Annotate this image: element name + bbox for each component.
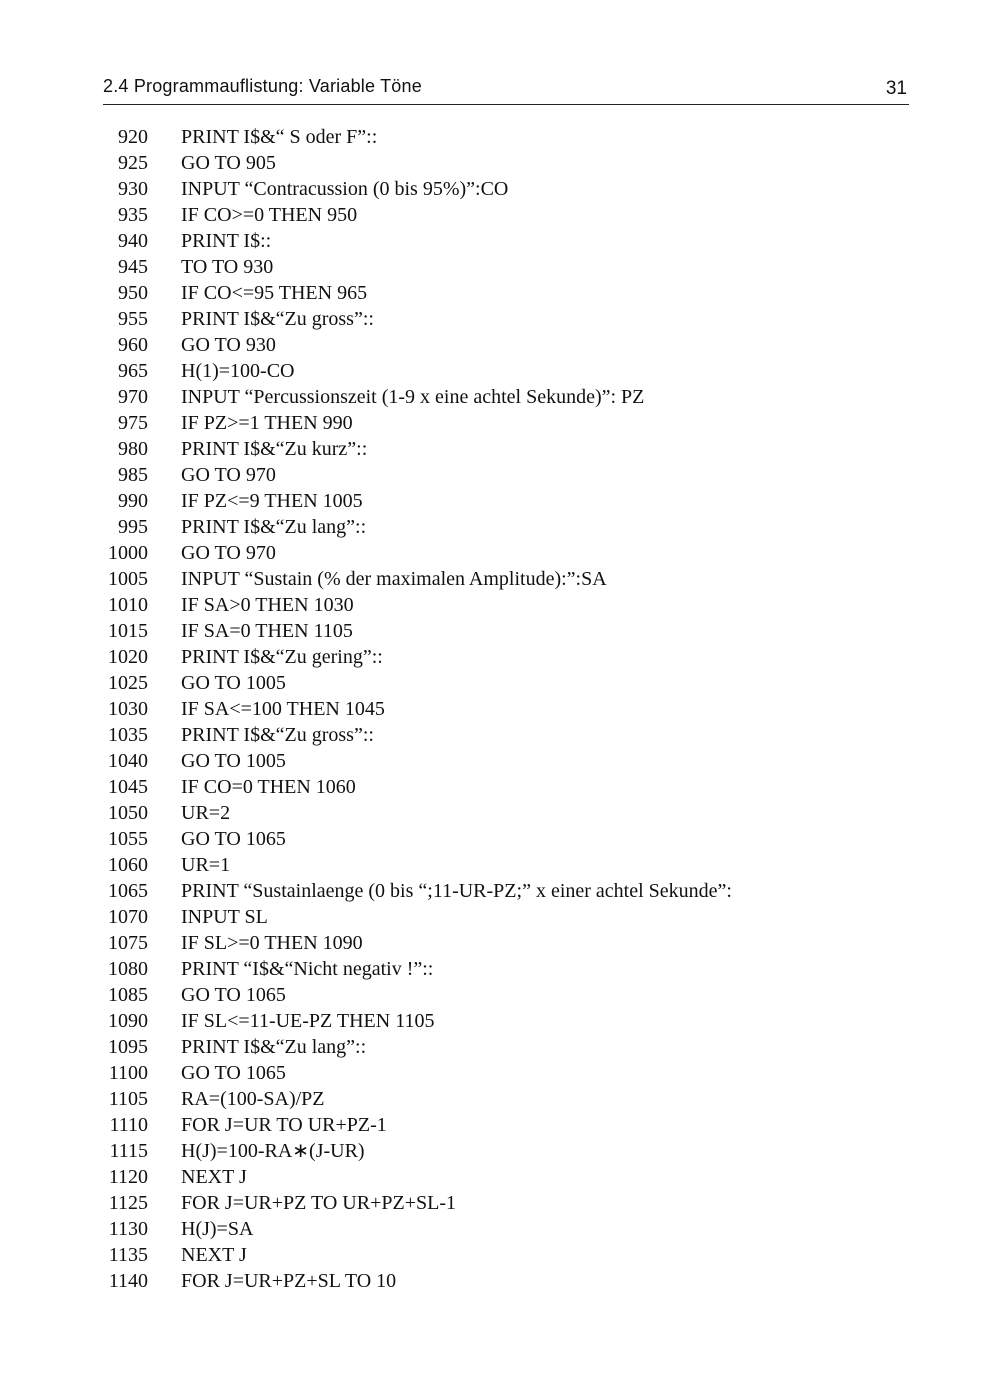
line-number: 930 — [118, 178, 148, 200]
line-number: 1060 — [108, 854, 148, 876]
code-line — [0, 540, 1000, 566]
code-statement: PRINT I$&“Zu lang”:: — [181, 1036, 367, 1058]
code-line — [0, 1268, 1000, 1294]
code-statement: IF PZ>=1 THEN 990 — [181, 412, 353, 434]
line-number: 1020 — [108, 646, 148, 668]
code-statement: IF CO=0 THEN 1060 — [181, 776, 356, 798]
line-number: 1105 — [108, 1088, 148, 1110]
code-statement: IF SA=0 THEN 1105 — [181, 620, 353, 642]
code-line — [0, 254, 1000, 280]
code-line — [0, 722, 1000, 748]
code-statement: PRINT I$&“Zu gross”:: — [181, 724, 374, 746]
code-statement: PRINT I$&“Zu gross”:: — [181, 308, 374, 330]
line-number: 965 — [118, 360, 148, 382]
code-line — [0, 306, 1000, 332]
code-statement: IF CO<=95 THEN 965 — [181, 282, 368, 304]
code-statement: GO TO 970 — [181, 542, 276, 564]
code-statement: FOR J=UR+PZ+SL TO 10 — [181, 1270, 397, 1292]
code-line — [0, 280, 1000, 306]
code-line — [0, 358, 1000, 384]
code-statement: GO TO 1005 — [181, 750, 286, 772]
code-statement: NEXT J — [181, 1244, 247, 1266]
code-line — [0, 1138, 1000, 1164]
line-number: 1085 — [108, 984, 148, 1006]
line-number: 1050 — [108, 802, 148, 824]
code-line — [0, 644, 1000, 670]
code-line — [0, 852, 1000, 878]
code-line — [0, 1216, 1000, 1242]
code-line — [0, 176, 1000, 202]
code-line — [0, 1190, 1000, 1216]
code-statement: INPUT SL — [181, 906, 268, 928]
code-statement: INPUT “Sustain (% der maximalen Amplitude):”:SA — [181, 568, 607, 590]
code-statement: IF SA>0 THEN 1030 — [181, 594, 354, 616]
code-statement: IF PZ<=9 THEN 1005 — [181, 490, 363, 512]
code-line — [0, 228, 1000, 254]
code-line — [0, 1112, 1000, 1138]
code-statement: GO TO 970 — [181, 464, 276, 486]
line-number: 935 — [118, 204, 148, 226]
code-line — [0, 878, 1000, 904]
line-number: 1030 — [108, 698, 148, 720]
running-header — [103, 74, 909, 105]
code-line — [0, 1164, 1000, 1190]
code-statement: PRINT I$&“Zu kurz”:: — [181, 438, 368, 460]
code-line — [0, 748, 1000, 774]
code-line — [0, 592, 1000, 618]
code-line — [0, 930, 1000, 956]
line-number: 940 — [118, 230, 148, 252]
code-line — [0, 462, 1000, 488]
line-number: 960 — [118, 334, 148, 356]
code-statement: H(1)=100-CO — [181, 360, 295, 382]
code-line — [0, 1034, 1000, 1060]
code-statement: IF CO>=0 THEN 950 — [181, 204, 358, 226]
code-statement: UR=2 — [181, 802, 231, 824]
line-number: 980 — [118, 438, 148, 460]
line-number: 1140 — [108, 1270, 148, 1292]
code-line — [0, 150, 1000, 176]
code-line — [0, 566, 1000, 592]
code-statement: PRINT I$&“Zu gering”:: — [181, 646, 383, 668]
code-line — [0, 670, 1000, 696]
code-statement: IF SA<=100 THEN 1045 — [181, 698, 385, 720]
line-number: 1100 — [108, 1062, 148, 1084]
line-number: 1065 — [108, 880, 148, 902]
line-number: 1035 — [108, 724, 148, 746]
section-title: 2.4 Programmauflistung: Variable Töne — [103, 76, 422, 96]
line-number: 1000 — [108, 542, 148, 564]
code-statement: PRINT I$:: — [181, 230, 272, 252]
code-statement: GO TO 905 — [181, 152, 276, 174]
line-number: 1015 — [108, 620, 148, 642]
code-statement: IF SL>=0 THEN 1090 — [181, 932, 363, 954]
line-number: 1095 — [108, 1036, 148, 1058]
line-number: 1120 — [108, 1166, 148, 1188]
code-line — [0, 124, 1000, 150]
code-statement: H(J)=SA — [181, 1218, 254, 1240]
line-number: 970 — [118, 386, 148, 408]
code-line — [0, 982, 1000, 1008]
code-statement: NEXT J — [181, 1166, 247, 1188]
code-line — [0, 1242, 1000, 1268]
code-statement: PRINT “I$&“Nicht negativ !”:: — [181, 958, 434, 980]
line-number: 1135 — [108, 1244, 148, 1266]
code-statement: RA=(100-SA)/PZ — [181, 1088, 325, 1110]
code-line — [0, 410, 1000, 436]
code-line — [0, 202, 1000, 228]
code-line — [0, 1008, 1000, 1034]
code-statement: H(J)=100-RA∗(J-UR) — [181, 1140, 365, 1162]
line-number: 990 — [118, 490, 148, 512]
line-number: 1005 — [108, 568, 148, 590]
page-number: 31 — [885, 78, 907, 99]
line-number: 1090 — [108, 1010, 148, 1032]
code-statement: GO TO 1065 — [181, 1062, 286, 1084]
line-number: 1055 — [108, 828, 148, 850]
line-number: 945 — [118, 256, 148, 278]
code-statement: GO TO 1065 — [181, 984, 286, 1006]
code-statement: INPUT “Contracussion (0 bis 95%)”:CO — [181, 178, 509, 200]
code-line — [0, 436, 1000, 462]
line-number: 1130 — [108, 1218, 148, 1240]
line-number: 995 — [118, 516, 148, 538]
code-statement: IF SL<=11-UE-PZ THEN 1105 — [181, 1010, 435, 1032]
line-number: 975 — [118, 412, 148, 434]
line-number: 950 — [118, 282, 148, 304]
code-statement: INPUT “Percussionszeit (1-9 x eine achtel Sekunde)”: PZ — [181, 386, 645, 408]
code-line — [0, 514, 1000, 540]
line-number: 1040 — [108, 750, 148, 772]
code-statement: GO TO 1005 — [181, 672, 286, 694]
code-statement: FOR J=UR+PZ TO UR+PZ+SL-1 — [181, 1192, 456, 1214]
code-line — [0, 618, 1000, 644]
line-number: 925 — [118, 152, 148, 174]
line-number: 1080 — [108, 958, 148, 980]
code-statement: PRINT “Sustainlaenge (0 bis “;11-UR-PZ;” x einer achtel Sekunde”: — [181, 880, 732, 902]
line-number: 1010 — [108, 594, 148, 616]
code-statement: GO TO 1065 — [181, 828, 286, 850]
line-number: 1125 — [108, 1192, 148, 1214]
code-line — [0, 1086, 1000, 1112]
program-listing — [0, 124, 1000, 1294]
code-line — [0, 904, 1000, 930]
code-line — [0, 332, 1000, 358]
code-line — [0, 800, 1000, 826]
code-statement: FOR J=UR TO UR+PZ-1 — [181, 1114, 387, 1136]
line-number: 1045 — [108, 776, 148, 798]
code-line — [0, 826, 1000, 852]
line-number: 1070 — [108, 906, 148, 928]
code-statement: PRINT I$&“ S oder F”:: — [181, 126, 378, 148]
code-line — [0, 1060, 1000, 1086]
code-line — [0, 774, 1000, 800]
code-line — [0, 384, 1000, 410]
code-statement: TO TO 930 — [181, 256, 274, 278]
line-number: 985 — [118, 464, 148, 486]
line-number: 1110 — [109, 1114, 148, 1136]
code-line — [0, 696, 1000, 722]
line-number: 1025 — [108, 672, 148, 694]
line-number: 920 — [118, 126, 148, 148]
code-statement: UR=1 — [181, 854, 231, 876]
code-line — [0, 956, 1000, 982]
line-number: 1075 — [108, 932, 148, 954]
line-number: 1115 — [109, 1140, 148, 1162]
line-number: 955 — [118, 308, 148, 330]
code-line — [0, 488, 1000, 514]
code-statement: GO TO 930 — [181, 334, 276, 356]
code-statement: PRINT I$&“Zu lang”:: — [181, 516, 367, 538]
